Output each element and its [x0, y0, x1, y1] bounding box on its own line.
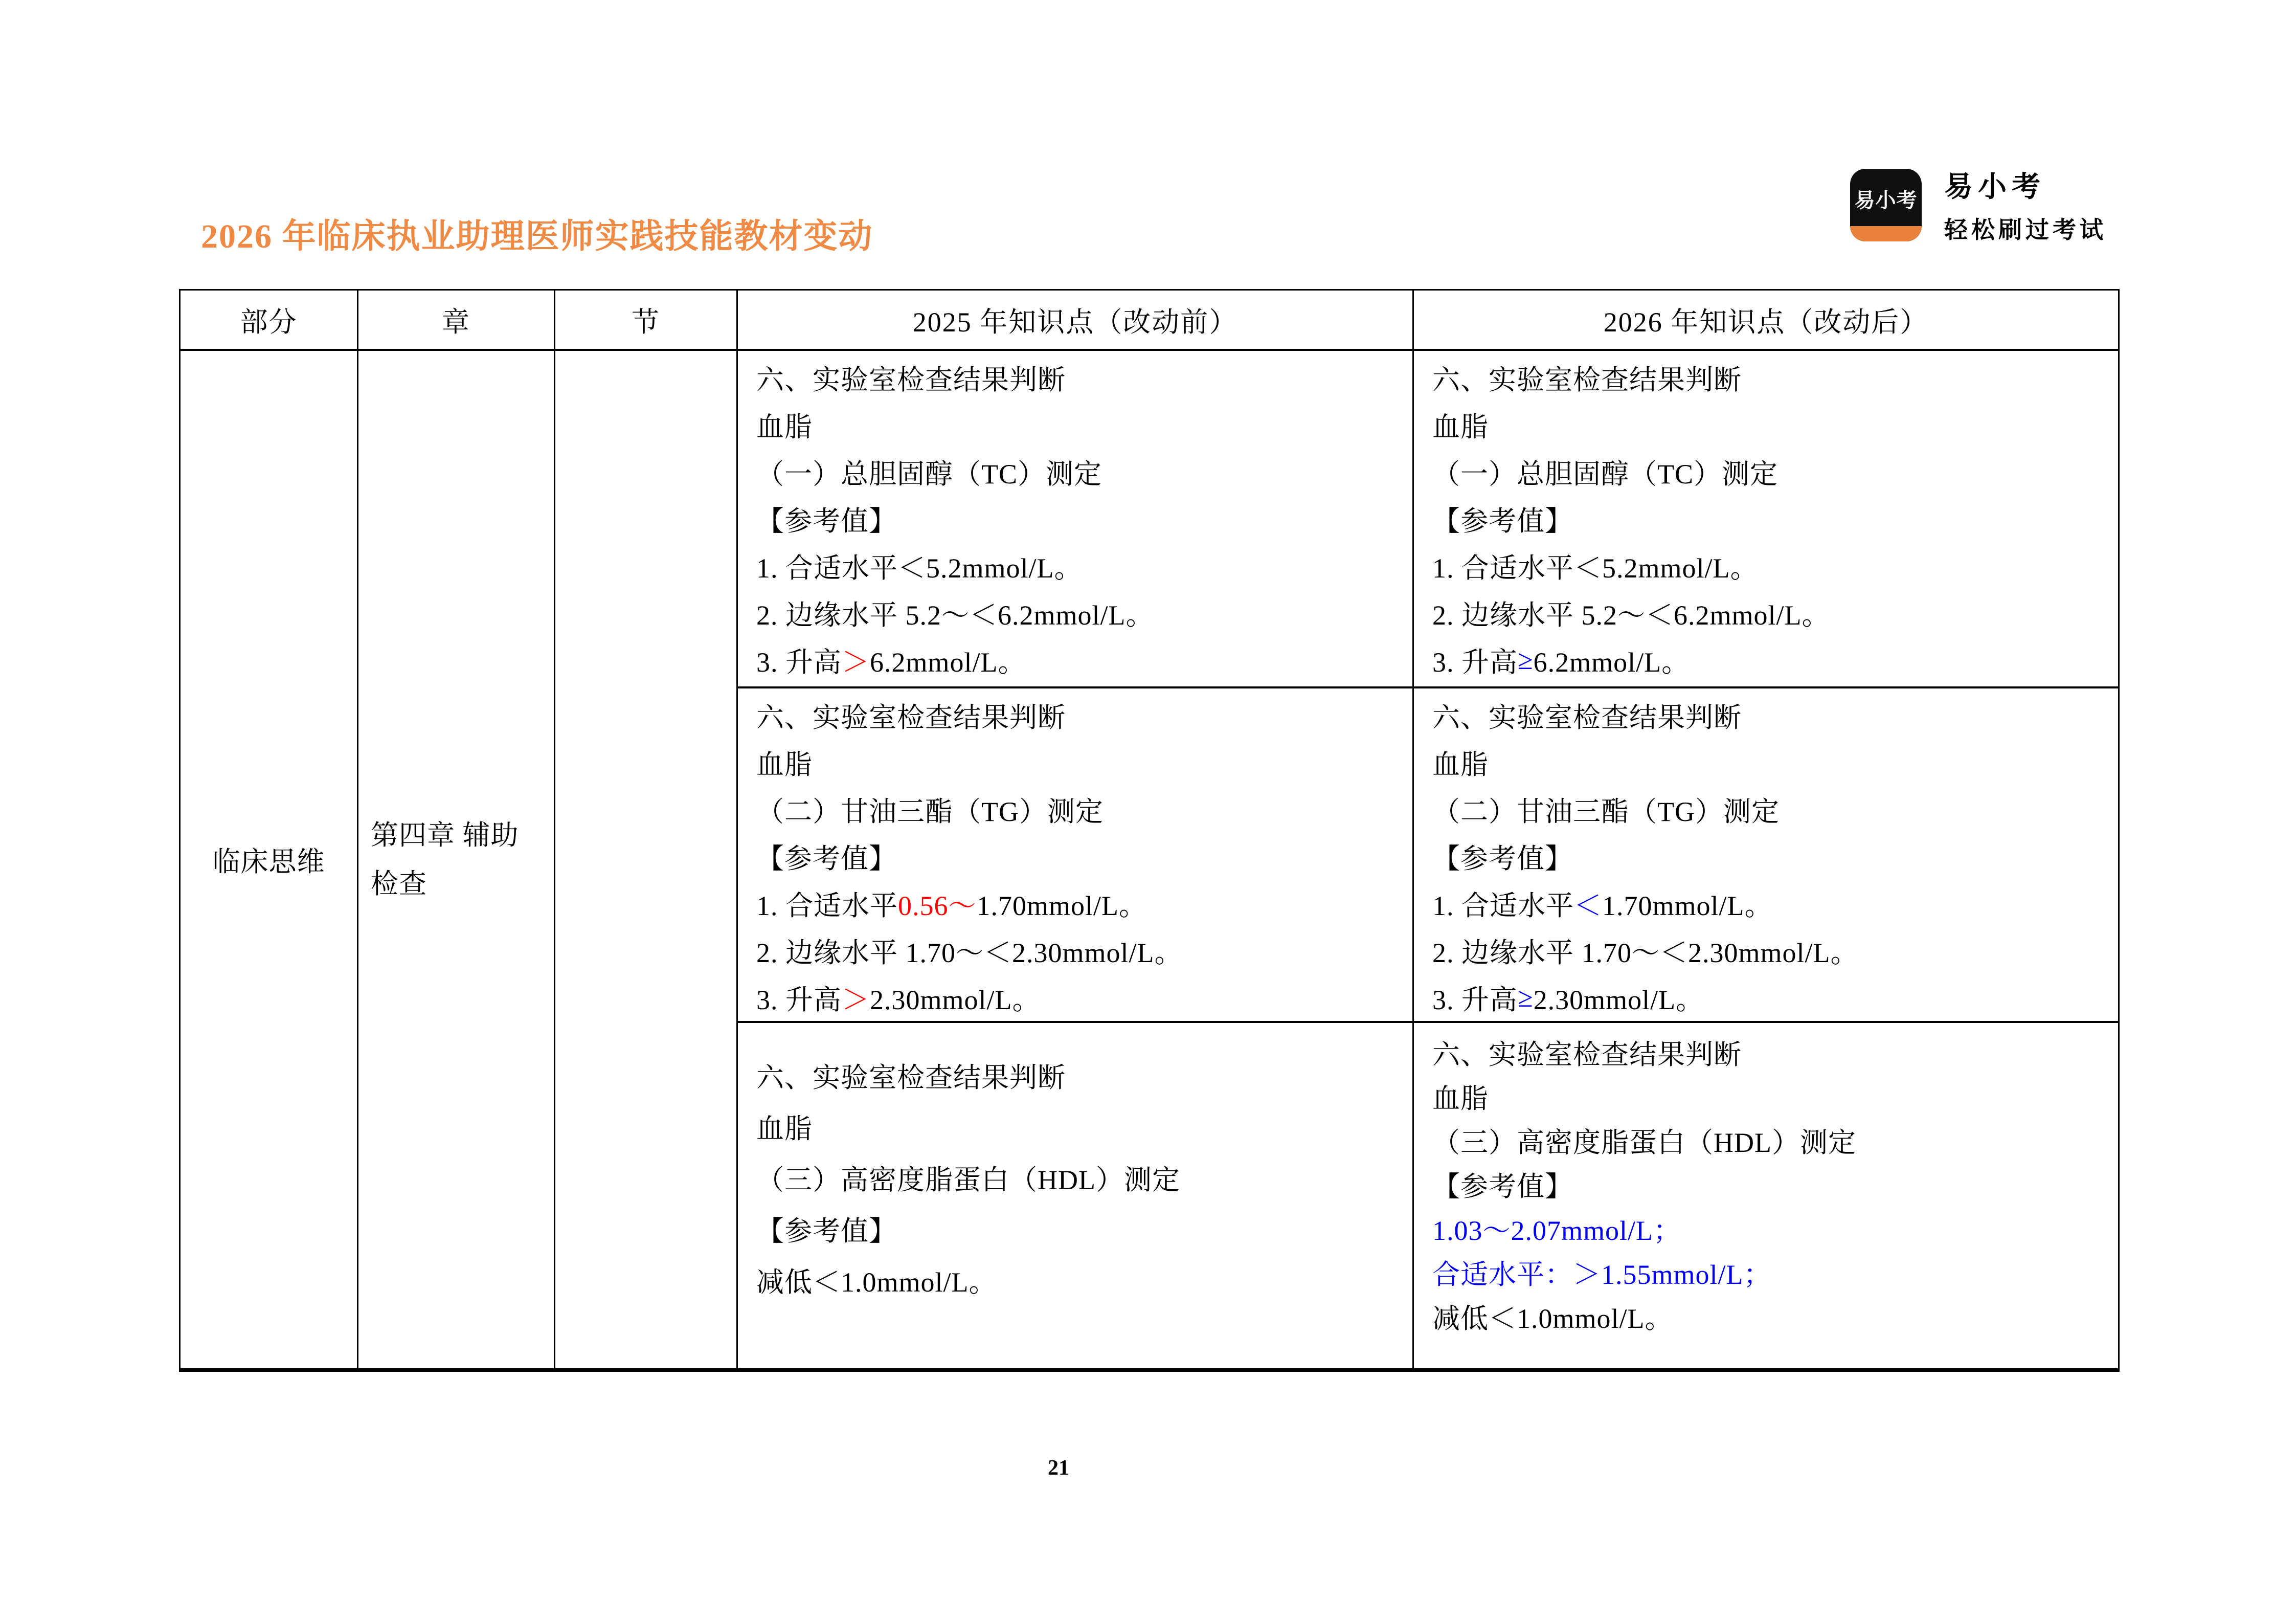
- text-line: （一）总胆固醇（TC）测定: [756, 458, 1102, 490]
- text-line: 六、实验室检查结果判断: [756, 364, 1066, 395]
- text-line: 血脂: [756, 749, 813, 780]
- comparison-table: [179, 289, 2120, 1372]
- row2-after-cell: [1414, 688, 2118, 1023]
- page-title: 2026 年临床执业助理医师实践技能教材变动: [201, 218, 873, 255]
- text-line: 减低＜1.0mmol/L。: [1432, 1303, 1673, 1334]
- text-line: （一）总胆固醇（TC）测定: [1432, 458, 1779, 490]
- text-line: 【参考值】: [1432, 505, 1573, 537]
- text-line: 3. 升高 ≥ 6.2mmol/L。: [1432, 644, 1690, 678]
- logo-orange-band: [1850, 226, 1922, 241]
- text-line: （二）甘油三酯（TG）测定: [756, 796, 1104, 827]
- text-line: 减低＜1.0mmol/L。: [756, 1266, 997, 1298]
- text-line: 六、实验室检查结果判断: [1432, 364, 1742, 395]
- brand-block: [1850, 169, 2107, 241]
- text-line: 六、实验室检查结果判断: [1432, 702, 1742, 733]
- text-line: 六、实验室检查结果判断: [756, 1062, 1066, 1093]
- part-cell: [181, 351, 358, 1368]
- header-chapter: 章: [358, 291, 555, 351]
- chapter-label: 第四章 辅助检查: [371, 820, 519, 899]
- logo-icon-label: 易小考: [1854, 189, 1918, 212]
- app-logo-icon: [1850, 169, 1922, 241]
- text-line: 六、实验室检查结果判断: [1432, 1039, 1742, 1070]
- text-line: 3. 升高 ＞ 2.30mmol/L。: [756, 984, 1041, 1015]
- brand-text: [1944, 169, 2107, 241]
- row1-after-cell: [1414, 351, 2118, 688]
- text-line: 1.03～2.07mmol/L；: [1432, 1215, 1681, 1246]
- text-line: 血脂: [756, 1113, 813, 1144]
- brand-slogan: 轻松刷过考试: [1944, 216, 2107, 243]
- text-line: 2. 边缘水平 1.70～＜2.30mmol/L。: [756, 937, 1183, 968]
- text-line: 2. 边缘水平 5.2～＜6.2mmol/L。: [756, 599, 1154, 631]
- text-line: 1. 合适水平 0.56～ 1.70mmol/L。: [756, 890, 1147, 921]
- text-line: （三）高密度脂蛋白（HDL）测定: [1432, 1127, 1856, 1158]
- text-line: 六、实验室检查结果判断: [756, 702, 1066, 733]
- page-number: 21: [1048, 1456, 1069, 1480]
- section-cell: [555, 351, 738, 1368]
- row1-before-cell: [738, 351, 1414, 688]
- text-line: （三）高密度脂蛋白（HDL）测定: [756, 1164, 1180, 1195]
- part-label: 临床思维: [212, 847, 325, 877]
- text-line: 3. 升高 ≥ 2.30mmol/L。: [1432, 982, 1704, 1015]
- text-line: 2. 边缘水平 5.2～＜6.2mmol/L。: [1432, 599, 1830, 631]
- header-2026: 2026 年知识点（改动后）: [1414, 291, 2118, 351]
- header-2025: 2025 年知识点（改动前）: [738, 291, 1414, 351]
- row3-after-cell: [1414, 1023, 2118, 1368]
- brand-name: 易小考: [1944, 170, 2045, 204]
- header-part: 部分: [181, 291, 358, 351]
- text-line: 2. 边缘水平 1.70～＜2.30mmol/L。: [1432, 937, 1859, 968]
- text-line: （二）甘油三酯（TG）测定: [1432, 796, 1780, 827]
- text-line: 血脂: [1432, 411, 1489, 442]
- text-line: 3. 升高 ＞ 6.2mmol/L。: [756, 647, 1026, 678]
- text-line: 1. 合适水平＜5.2mmol/L。: [756, 552, 1083, 584]
- text-line: 【参考值】: [1432, 1171, 1573, 1202]
- text-line: 合适水平：＞1.55mmol/L；: [1432, 1259, 1772, 1290]
- text-line: 血脂: [1432, 1083, 1489, 1114]
- text-line: 血脂: [756, 411, 813, 442]
- text-line: 【参考值】: [1432, 843, 1573, 874]
- text-line: 【参考值】: [756, 1215, 897, 1247]
- row2-before-cell: [738, 688, 1414, 1023]
- text-line: 血脂: [1432, 749, 1489, 780]
- text-line: 1. 合适水平＜5.2mmol/L。: [1432, 552, 1759, 584]
- text-line: 1. 合适水平 ＜ 1.70mmol/L。: [1432, 890, 1773, 921]
- text-line: 【参考值】: [756, 843, 897, 874]
- text-line: 【参考值】: [756, 505, 897, 537]
- row3-before-cell: [738, 1023, 1414, 1368]
- header-section: 节: [555, 291, 738, 351]
- chapter-cell: [358, 351, 555, 1368]
